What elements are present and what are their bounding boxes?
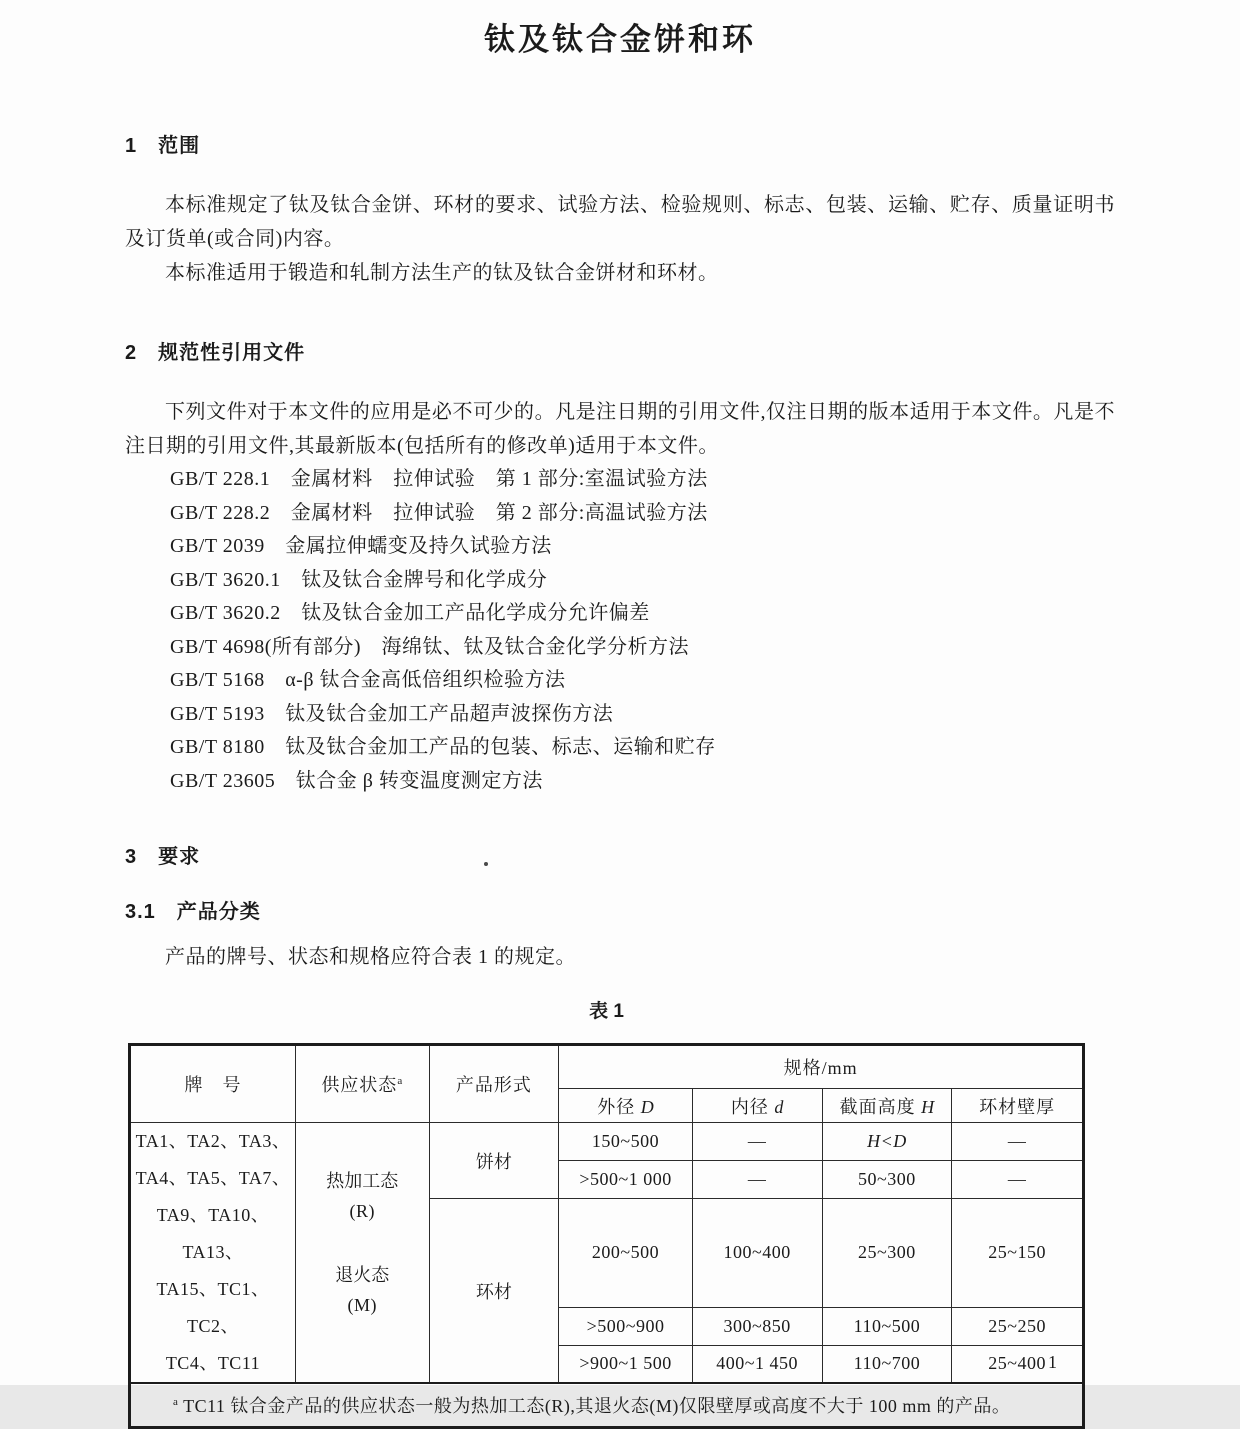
section-1-paragraph-2: 本标准适用于锻造和轧制方法生产的钛及钛合金饼材和环材。 xyxy=(165,262,719,284)
table-1-caption: 表 1 xyxy=(589,1001,624,1022)
cell-ring-wall: — xyxy=(952,1161,1084,1199)
cell-outer-diameter: >500~1 000 xyxy=(559,1161,693,1199)
scan-speck xyxy=(484,862,488,866)
header-grade: 牌 号 xyxy=(130,1045,296,1123)
header-inner-diameter: 内径 d xyxy=(692,1089,822,1123)
supply-state-hot-worked: 热加工态 (R) xyxy=(326,1171,399,1222)
table-1 xyxy=(128,1043,1085,1429)
cell-form-ring: 环材 xyxy=(429,1199,559,1384)
cell-outer-diameter: >900~1 500 xyxy=(559,1345,693,1383)
reference-item: GB/T 2039 金属拉伸蠕变及持久试验方法 xyxy=(170,535,552,557)
table-footnote-row xyxy=(130,1383,1084,1427)
header-supply-state: 供应状态$^a$ xyxy=(295,1045,429,1123)
cell-inner-diameter: 100~400 xyxy=(692,1199,822,1308)
cell-outer-diameter: 200~500 xyxy=(559,1199,693,1308)
cell-section-height: H<D xyxy=(822,1123,952,1161)
header-ring-wall: 环材壁厚 xyxy=(952,1089,1084,1123)
reference-item: GB/T 4698(所有部分) 海绵钛、钛及钛合金化学分析方法 xyxy=(170,635,690,658)
cell-supply-states xyxy=(295,1123,429,1384)
table-footnote: $^a$ TC11 钛合金产品的供应状态一般为热加工态(R),其退火态(M)仅限壁厚或高度不大于 100 mm 的产品。 xyxy=(130,1383,1084,1427)
header-outer-diameter: 外径 D xyxy=(559,1089,693,1123)
cell-section-height: 110~500 xyxy=(822,1307,952,1345)
table-1-wrapper xyxy=(128,1043,1115,1429)
cell-grades: TA1、TA2、TA3、 TA4、TA5、TA7、 TA9、TA10、TA13、 TA15、TC1、TC2、 TC4、TC11 xyxy=(130,1123,296,1384)
header-spec-group: 规格/mm xyxy=(559,1045,1084,1089)
footnote-marker: a xyxy=(173,1395,179,1408)
cell-outer-diameter: 150~500 xyxy=(559,1123,693,1161)
supply-state-annealed: 退火态 (M) xyxy=(335,1265,390,1316)
section-3-1-paragraph: 产品的牌号、状态和规格应符合表 1 的规定。 xyxy=(165,946,576,968)
cell-outer-diameter: >500~900 xyxy=(559,1307,693,1345)
cell-section-height: 50~300 xyxy=(822,1161,952,1199)
cell-ring-wall: 25~250 xyxy=(952,1307,1084,1345)
header-product-form: 产品形式 xyxy=(429,1045,559,1123)
page-number: 1 xyxy=(1048,1352,1057,1372)
reference-item: GB/T 5193 钛及钛合金加工产品超声波探伤方法 xyxy=(170,702,614,725)
table-row xyxy=(130,1123,1084,1161)
cell-inner-diameter: — xyxy=(692,1123,822,1161)
section-2-heading: 2 规范性引用文件 xyxy=(125,342,306,364)
section-3-1-heading: 3.1 产品分类 xyxy=(125,901,261,923)
section-3-heading: 3 要求 xyxy=(125,846,201,868)
reference-item: GB/T 228.1 金属材料 拉伸试验 第 1 部分:室温试验方法 xyxy=(170,468,708,490)
section-2-intro: 下列文件对于本文件的应用是必不可少的。凡是注日期的引用文件,仅注日期的版本适用于本文件。凡是不注日期的引用文件,其最新版本(包括所有的修改单)适用于本文件。 xyxy=(125,401,1115,457)
document-title: 钛及钛合金饼和环 xyxy=(484,22,756,57)
reference-item: GB/T 3620.1 钛及钛合金牌号和化学成分 xyxy=(170,568,548,591)
reference-item: GB/T 23605 钛合金 β 转变温度测定方法 xyxy=(170,769,543,792)
cell-section-height: 110~700 xyxy=(822,1345,952,1383)
cell-inner-diameter: — xyxy=(692,1161,822,1199)
reference-item: GB/T 5168 α-β 钛合金高低倍组织检验方法 xyxy=(170,669,566,691)
cell-ring-wall: — xyxy=(952,1123,1084,1161)
cell-inner-diameter: 400~1 450 xyxy=(692,1345,822,1383)
section-1-heading: 1 范围 xyxy=(125,135,201,157)
header-section-height: 截面高度 H xyxy=(822,1089,952,1123)
cell-ring-wall: 25~150 xyxy=(952,1199,1084,1308)
section-1-paragraph-1: 本标准规定了钛及钛合金饼、环材的要求、试验方法、检验规则、标志、包装、运输、贮存、质量证明书及订货单(或合同)内容。 xyxy=(125,194,1115,250)
reference-item: GB/T 228.2 金属材料 拉伸试验 第 2 部分:高温试验方法 xyxy=(170,501,708,524)
footnote-marker: a xyxy=(397,1075,404,1087)
cell-inner-diameter: 300~850 xyxy=(692,1307,822,1345)
cell-ring-wall: 25~400 xyxy=(952,1345,1084,1383)
reference-list xyxy=(125,463,1115,798)
reference-item: GB/T 3620.2 钛及钛合金加工产品化学成分允许偏差 xyxy=(170,602,650,624)
cell-form-cake: 饼材 xyxy=(429,1123,559,1199)
cell-section-height: 25~300 xyxy=(822,1199,952,1308)
reference-item: GB/T 8180 钛及钛合金加工产品的包装、标志、运输和贮存 xyxy=(170,736,716,758)
